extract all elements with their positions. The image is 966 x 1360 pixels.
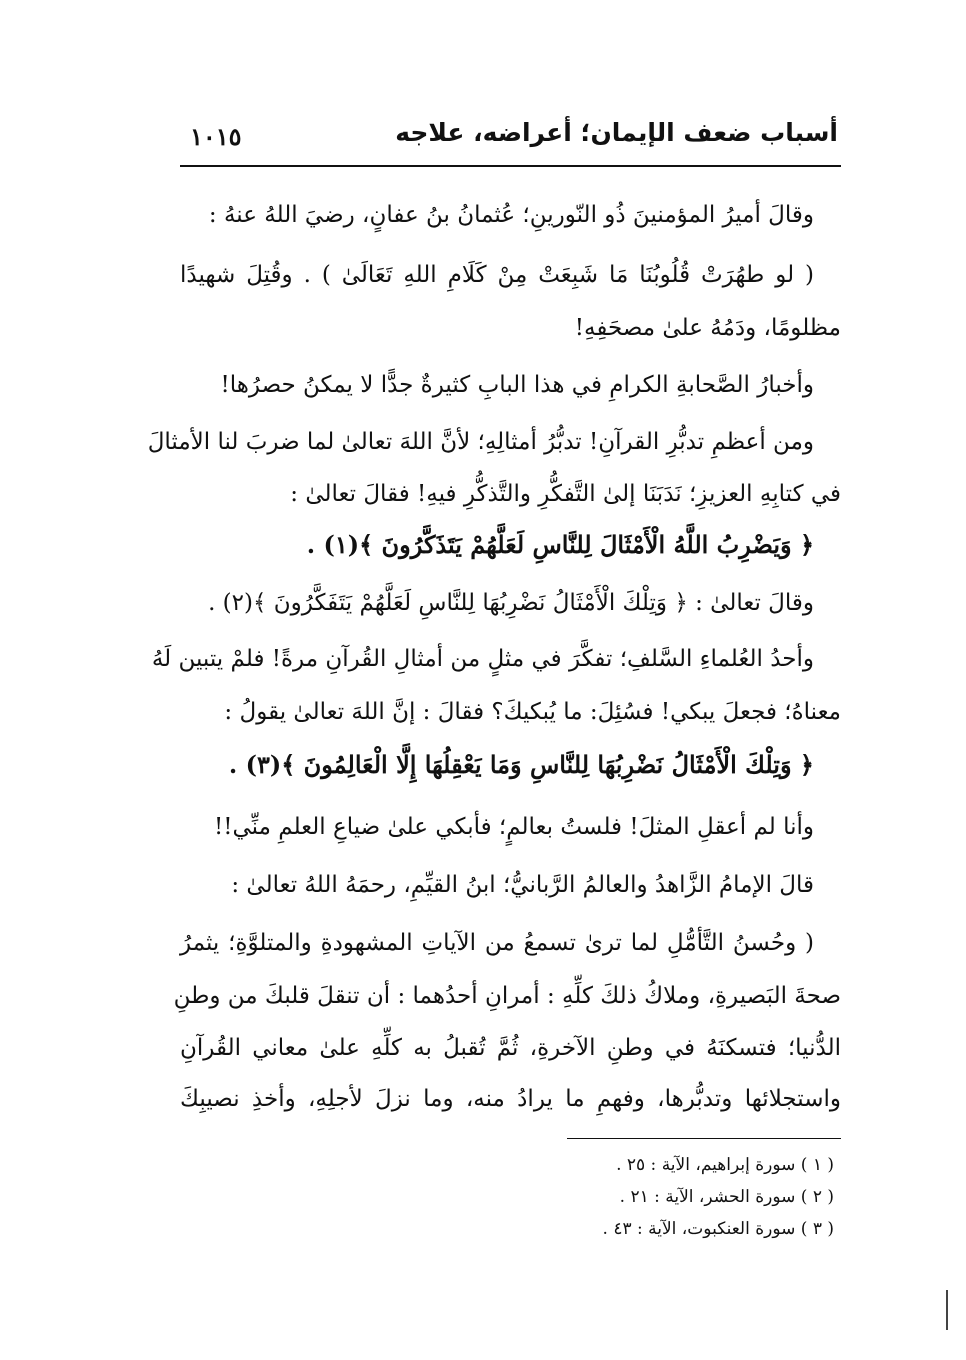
body-line: ومن أعظمِ تدبُّرِ القرآنِ! تدبُّرُ أمثالِهِ؛ لأنَّ اللهَ تعالىٰ لما ضربَ لنا الأمثالَ xyxy=(147,429,814,455)
body-line: صحةَ البَصيرةِ، وملاكُ ذلكَ كلِّهِ : أمرانِ أحدُهما : أن تنقلَ قلبكَ من وطنِ xyxy=(173,983,841,1009)
body-line: ( وحُسنُ التَّأمُّلِ لما ترىٰ تسمعُ من الآياتِ المشهودةِ والمتلوَّةِ؛ يثمرُ xyxy=(180,930,814,956)
body-line: قالَ الإمامُ الزَّاهدُ والعالمُ الرَّبانيُّ؛ ابنُ القيِّمِ، رحمَهُ اللهُ تعالىٰ : xyxy=(231,872,814,898)
body-line: الدُّنيا؛ فتسكنَهُ في وطنِ الآخرةِ، ثُمَّ تُقبلُ به كلِّهِ علىٰ معاني القُرآنِ xyxy=(180,1035,841,1061)
body-line: وأحدُ العُلماءِ السَّلفِ؛ تفكَّرَ في مثلٍ من أمثالِ القُرآنِ مرةً! فلمْ يتبين لَهُ xyxy=(151,646,814,672)
footnote: ( ١ ) سورة إبراهيم، الآية : ٢٥ . xyxy=(616,1155,834,1175)
quran-verse: ﴿ وَيَضْرِبُ اللَّهُ الْأَمْثَالَ لِلنَّاسِ لَعَلَّهُمْ يَتَذَكَّرُونَ ﴾(١) . xyxy=(306,530,814,559)
body-line: مظلومًا، ودَمُهُ علىٰ مصحَفِهِ! xyxy=(574,315,841,341)
quran-verse: ﴿ وَتِلْكَ الْأَمْثَالُ نَضْرِبُهَا لِلنَّاسِ وَمَا يَعْقِلُهَا إِلَّا الْعَالِمُونَ ﴾(٣) . xyxy=(228,750,814,779)
body-line: في كتابِهِ العزيزِ؛ نَدَبَنَا إلىٰ التَّفكُّرِ والتَّذكُّرِ فيهِ! فقالَ تعالىٰ : xyxy=(290,481,841,507)
footnote-separator xyxy=(567,1138,841,1139)
footnote: ( ٣ ) سورة العنكبوت، الآية : ٤٣ . xyxy=(602,1219,834,1239)
body-line: واستجلائها وتدبُّرها، وفهمِ ما يرادُ منه، وما نزلَ لأجلِهِ، وأخذِ نصيبِكَ xyxy=(180,1086,841,1112)
body-line: وأنا لم أعقلِ المثلَ! فلستُ بعالمٍ؛ فأبكي علىٰ ضياعِ العلمِ منِّي!! xyxy=(214,814,814,840)
header-rule xyxy=(180,165,841,167)
footnote: ( ٢ ) سورة الحشر، الآية : ٢١ . xyxy=(619,1187,834,1207)
body-line: وقالَ أميرُ المؤمنينَ ذُو النّورينِ؛ عُثمانُ بنُ عفانٍ، رضيَ اللهُ عنهُ : xyxy=(208,202,814,228)
scan-margin-mark xyxy=(946,1290,948,1330)
page-number: ١٠١٥ xyxy=(190,122,242,151)
running-header-title: أسباب ضعف الإيمان؛ أعراضه، علاجه xyxy=(395,118,838,147)
body-line: وقالَ تعالىٰ : ﴿ وَتِلْكَ الْأَمْثَالُ نَضْرِبُهَا لِلنَّاسِ لَعَلَّهُمْ يَتَفَكَّرُونَ ﴾(٢) . xyxy=(208,590,814,616)
body-line: معناهُ؛ فجعلَ يبكي! فسُئِلَ: ما يُبكيكَ؟ فقالَ : إنَّ اللهَ تعالىٰ يقولُ : xyxy=(224,699,841,725)
body-line: وأخبارُ الصَّحابةِ الكرامِ في هذا البابِ كثيرةٌ جدًّا لا يمكنُ حصرُها! xyxy=(220,372,814,398)
body-line: ( لو طهُرَتْ قُلُوبُنَا مَا شَبِعَتْ مِنْ كَلَامِ اللهِ تَعَالَىٰ ) . وقُتِلَ شهيدًا xyxy=(180,262,814,288)
